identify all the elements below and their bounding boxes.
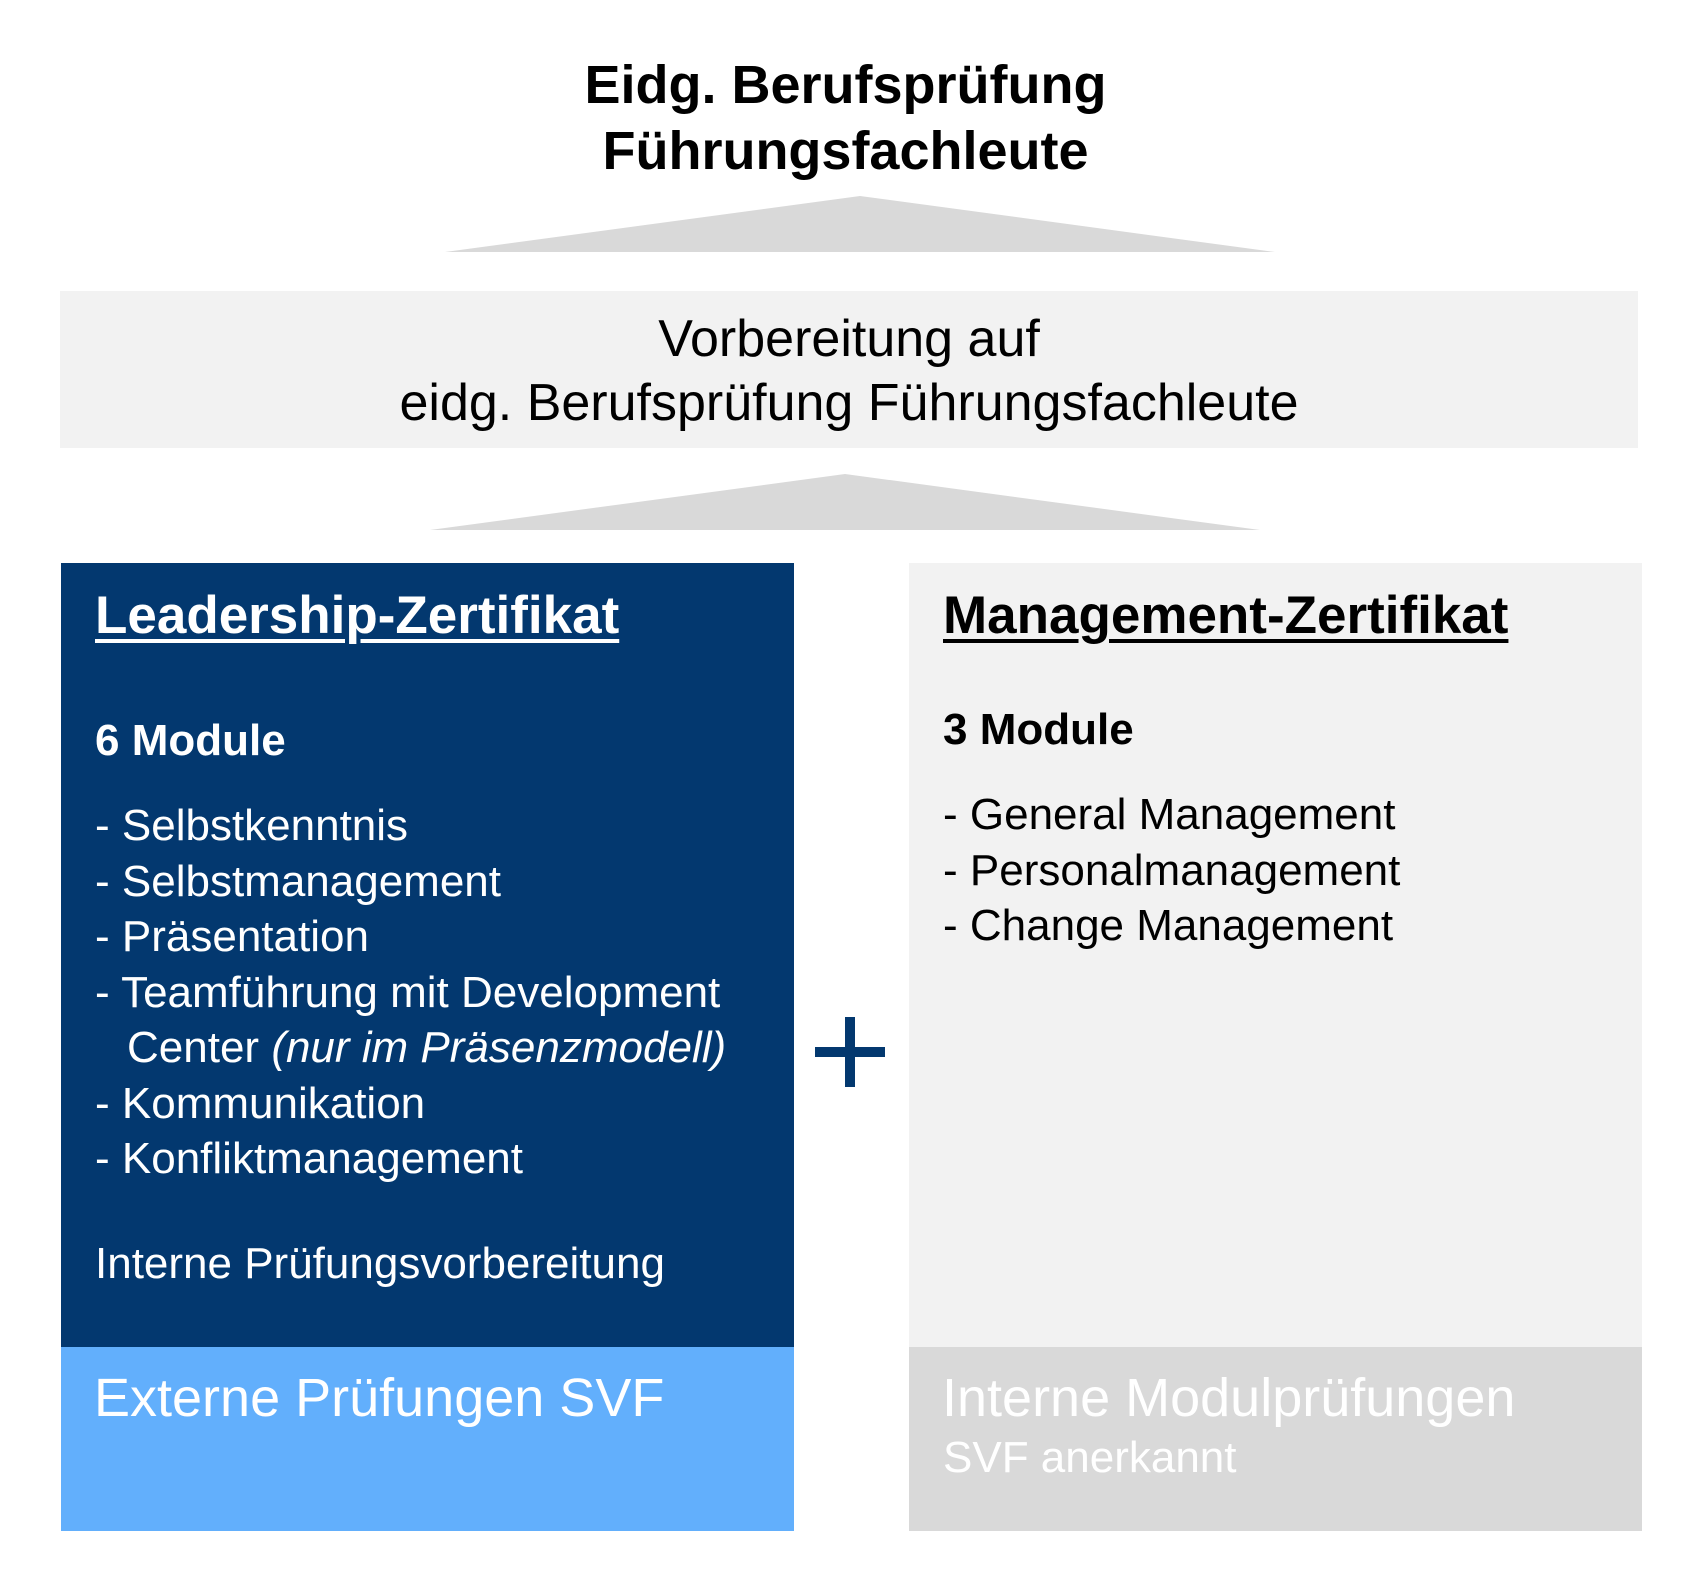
management-title: Management-Zertifikat xyxy=(943,586,1509,645)
list-item: - Change Management xyxy=(943,901,1394,950)
management-module-list xyxy=(943,787,1400,954)
leadership-module-list xyxy=(95,798,726,1187)
leadership-title: Leadership-Zertifikat xyxy=(95,586,620,645)
list-item: - Selbstmanagement xyxy=(95,856,501,906)
internal-exam-preparation: Interne Prüfungsvorbereitung xyxy=(95,1239,665,1288)
main-title xyxy=(0,52,1691,184)
main-title-line-1: Eidg. Berufsprüfung xyxy=(584,55,1107,115)
list-item: - Kommunikation xyxy=(95,1078,426,1128)
list-item: - Präsentation xyxy=(95,912,369,961)
internal-module-exams-box xyxy=(909,1347,1642,1531)
svf-recognized-note: SVF anerkannt xyxy=(943,1433,1237,1482)
main-title-line-2: Führungsfachleute xyxy=(602,121,1089,181)
leadership-certificate-box xyxy=(61,563,794,1347)
management-module-count: 3 Module xyxy=(943,705,1134,754)
leadership-module-count: 6 Module xyxy=(95,716,286,765)
list-item: - Selbstkenntnis xyxy=(95,801,409,850)
plus-icon xyxy=(815,1017,885,1087)
external-exams-label: Externe Prüfungen SVF xyxy=(94,1368,665,1428)
presence-model-note: (nur im Präsenzmodell) xyxy=(271,1023,727,1072)
list-item xyxy=(95,1020,726,1076)
list-item: - Teamführung mit Development xyxy=(95,967,721,1017)
external-exams-box xyxy=(61,1347,794,1531)
list-item: - Konfliktmanagement xyxy=(95,1134,523,1183)
preparation-box xyxy=(60,291,1638,448)
lower-chevron xyxy=(0,474,1691,534)
list-item: - Personalmanagement xyxy=(943,845,1401,895)
list-item-continuation: Center xyxy=(127,1023,260,1072)
management-certificate-box xyxy=(909,563,1642,1347)
upper-chevron xyxy=(0,196,1691,256)
preparation-line-2: eidg. Berufsprüfung Führungsfachleute xyxy=(399,374,1299,432)
list-item: - General Management xyxy=(943,790,1396,839)
preparation-line-1: Vorbereitung auf xyxy=(658,310,1040,368)
internal-module-exams-label: Interne Modulprüfungen xyxy=(942,1368,1516,1428)
